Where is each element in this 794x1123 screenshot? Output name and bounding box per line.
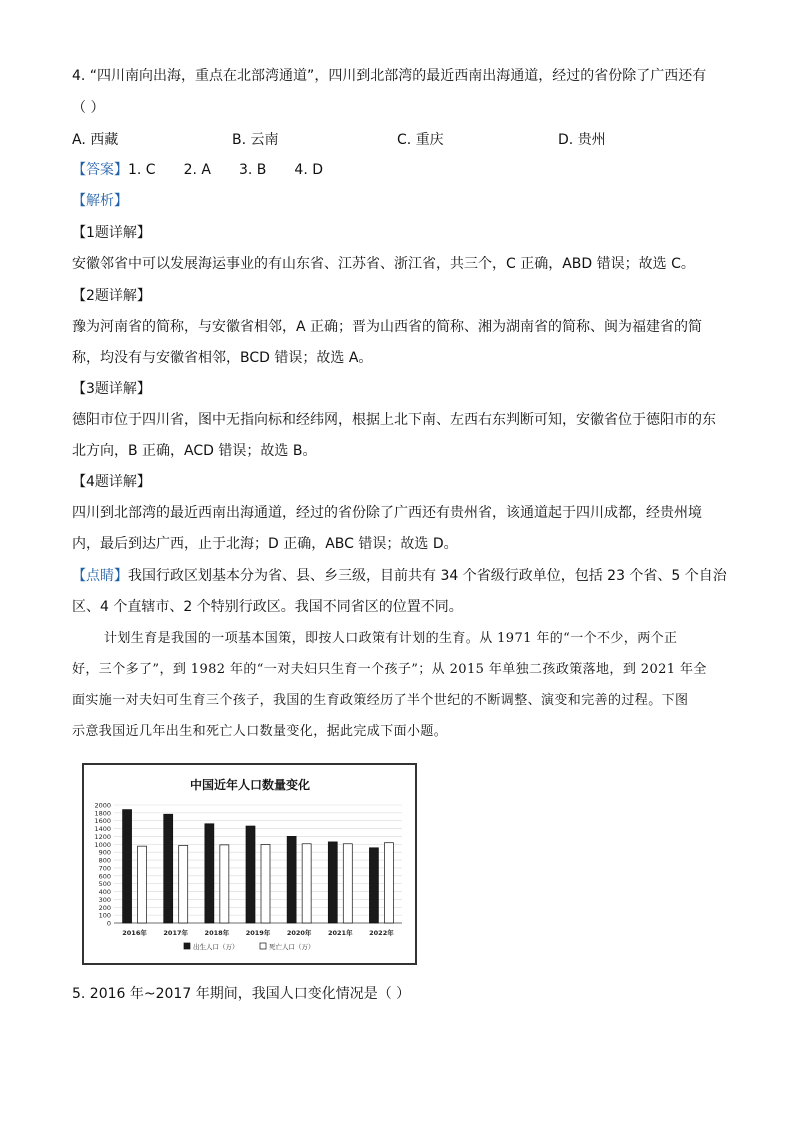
y-tick-label: 2000 — [94, 801, 111, 810]
birth-bar — [287, 836, 296, 923]
birth-bar — [123, 810, 132, 923]
y-tick-label: 400 — [98, 888, 111, 897]
option-text: 云南 — [250, 132, 279, 148]
option-text: 西藏 — [90, 132, 119, 148]
y-tick-label: 700 — [98, 864, 111, 873]
legend-label: 死亡人口（万） — [269, 943, 315, 951]
death-bar — [261, 844, 270, 923]
detail-4-heading: 【4题详解】 — [72, 474, 151, 490]
chart-svg — [84, 765, 415, 963]
y-tick-label: 1200 — [94, 832, 111, 841]
tip-label: 【点睛】 — [72, 568, 128, 584]
y-tick-label: 600 — [98, 872, 111, 881]
death-bar — [343, 844, 352, 923]
option-letter: D. — [558, 132, 574, 148]
detail-2-heading: 【2题详解】 — [72, 288, 151, 304]
passage-line: 计划生育是我国的一项基本国策，即按人口政策有计划的生育。从 1971 年的“一个不少，两个正 — [104, 631, 678, 646]
birth-bar — [328, 842, 337, 923]
death-bar — [384, 843, 393, 923]
x-tick-label: 2017年 — [163, 929, 189, 937]
detail-2-line: 称，均没有与安徽省相邻，BCD 错误；故选 A。 — [72, 350, 373, 366]
detail-3-line: 德阳市位于四川省，图中无指向标和经纬网，根据上北下南、左西右东判断可知，安徽省位于德阳市的东 — [72, 412, 716, 428]
answer-row — [72, 160, 323, 180]
chart-title: 中国近年人口数量变化 — [189, 778, 311, 792]
birth-bar — [164, 814, 173, 923]
y-tick-label: 500 — [98, 880, 111, 889]
x-tick-label: 2018年 — [204, 929, 230, 937]
q4-stem: 4. “四川南向出海，重点在北部湾通道”，四川到北部湾的最近西南出海通道，经过的省份除了广西还有 — [72, 68, 707, 84]
tip-line — [72, 566, 727, 586]
death-bar — [138, 846, 147, 923]
answer-1: 1. C — [128, 162, 156, 178]
answer-3: 3. B — [238, 162, 267, 178]
x-tick-label: 2019年 — [245, 929, 271, 937]
tip-text: 我国行政区划基本分为省、县、乡三级，目前共有 34 个省级行政单位，包括 23 个省、5 个自治 — [128, 568, 727, 584]
answer-2: 2. A — [183, 162, 211, 178]
y-tick-label: 1400 — [94, 825, 111, 834]
option-letter: C. — [397, 132, 412, 148]
option-text: 重庆 — [415, 132, 444, 148]
q4-option-b[interactable] — [232, 130, 279, 150]
y-tick-label: 800 — [98, 856, 111, 865]
q5-stem: 5. 2016 年~2017 年期间，我国人口变化情况是（ ） — [72, 986, 411, 1002]
death-bar — [179, 845, 188, 923]
y-tick-label: 200 — [98, 903, 111, 912]
x-tick-label: 2021年 — [327, 929, 353, 937]
population-chart — [82, 763, 417, 965]
detail-4-line: 四川到北部湾的最近西南出海通道，经过的省份除了广西还有贵州省，该通道起于四川成都，经贵州境 — [72, 505, 702, 521]
death-bar — [220, 845, 229, 923]
option-letter: B. — [232, 132, 247, 148]
detail-1-line: 安徽邻省中可以发展海运事业的有山东省、江苏省、浙江省，共三个，C 正确，ABD 错误；故选 C。 — [72, 256, 695, 272]
detail-1-heading: 【1题详解】 — [72, 225, 151, 241]
option-text: 贵州 — [577, 132, 606, 148]
birth-bar — [205, 824, 214, 923]
y-tick-label: 100 — [98, 911, 111, 920]
passage-line: 示意我国近几年出生和死亡人口数量变化，据此完成下面小题。 — [72, 724, 448, 739]
detail-4-line: 内，最后到达广西，止于北海；D 正确，ABC 错误；故选 D。 — [72, 536, 458, 552]
legend-birth-swatch — [184, 943, 190, 949]
birth-bar — [369, 848, 378, 923]
y-tick-label: 1800 — [94, 809, 111, 818]
y-tick-label: 300 — [98, 895, 111, 904]
y-tick-label: 900 — [98, 848, 111, 857]
tip-line: 区、4 个直辖市、2 个特别行政区。我国不同省区的位置不同。 — [72, 599, 463, 615]
birth-bar — [246, 826, 255, 923]
x-tick-label: 2022年 — [369, 929, 394, 937]
detail-3-line: 北方向，B 正确，ACD 错误；故选 B。 — [72, 443, 317, 459]
y-tick-label: 0 — [106, 919, 111, 928]
q4-option-c[interactable] — [397, 130, 444, 150]
x-tick-label: 2020年 — [286, 929, 312, 937]
q4-option-d[interactable] — [558, 130, 606, 150]
legend-label: 出生人口（万） — [193, 943, 239, 951]
passage-line: 面实施一对夫妇可生育三个孩子，我国的生育政策经历了半个世纪的不断调整、演变和完善的过程。下图 — [72, 693, 689, 708]
detail-2-line: 豫为河南省的简称，与安徽省相邻，A 正确；晋为山西省的简称、湘为湖南省的简称、闽为福建省的简 — [72, 319, 703, 335]
death-bar — [302, 844, 311, 923]
y-tick-label: 1000 — [94, 840, 111, 849]
detail-3-heading: 【3题详解】 — [72, 381, 151, 397]
q4-paren: （ ） — [72, 100, 105, 116]
y-tick-label: 1600 — [94, 817, 111, 826]
analysis-label: 【解析】 — [72, 193, 128, 209]
passage-line: 好，三个多了”，到 1982 年的“一对夫妇只生育一个孩子”；从 2015 年单独二孩政策落地，到 2021 年全 — [72, 662, 707, 677]
answer-label: 【答案】 — [72, 162, 128, 178]
answer-4: 4. D — [294, 162, 323, 178]
legend-death-swatch — [260, 943, 266, 949]
x-tick-label: 2016年 — [122, 929, 147, 937]
q4-option-a[interactable] — [72, 130, 118, 150]
option-letter: A. — [72, 132, 86, 148]
